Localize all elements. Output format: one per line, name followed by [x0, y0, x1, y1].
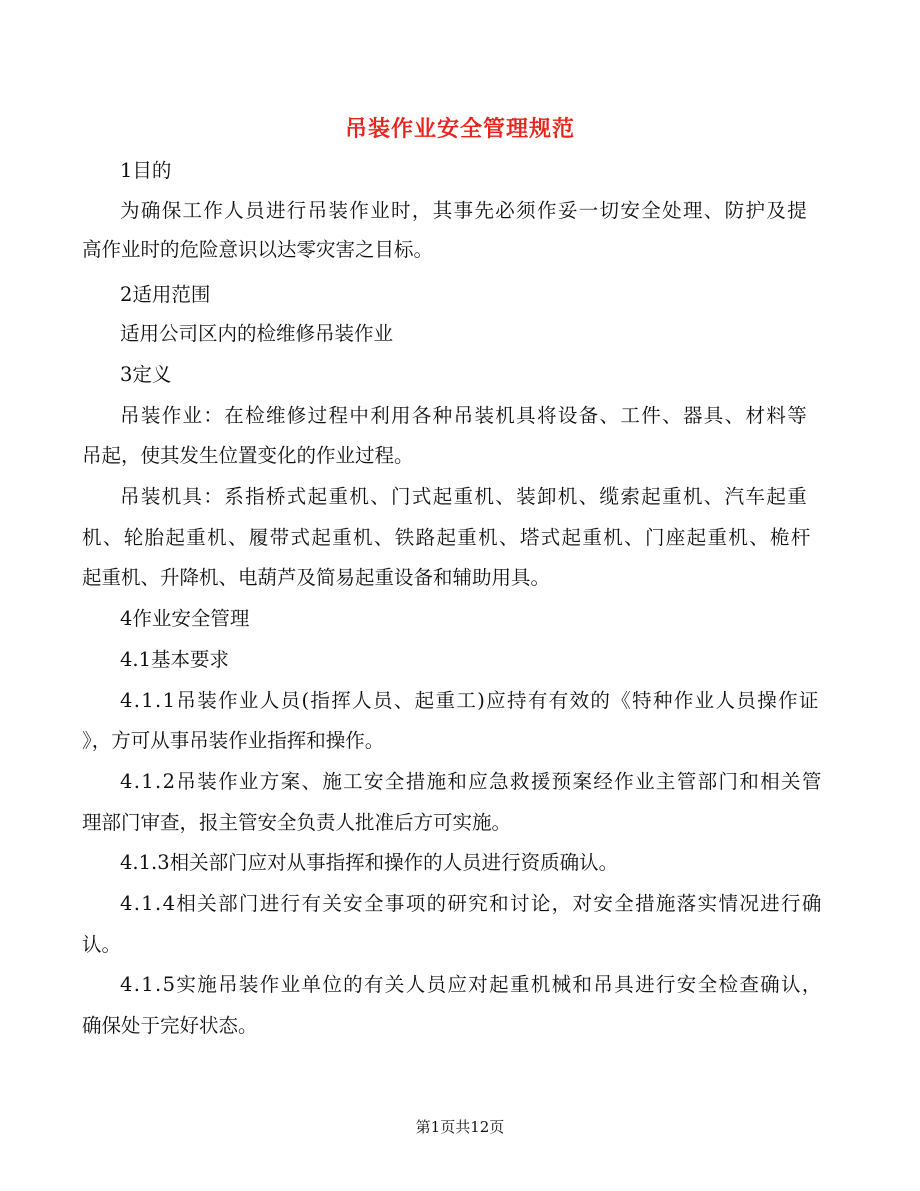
paragraph-line: 为确保工作人员进行吊装作业时，其事先必须作妥一切安全处理、防护及提 [120, 199, 809, 222]
paragraph-line: 4.1.5实施吊装作业单位的有关人员应对起重机械和吊具进行安全检查确认， [120, 973, 823, 996]
paragraph-line: 理部门审查，报主管安全负责人批准后方可实施。 [82, 811, 512, 834]
paragraph-line: 4.1.3相关部门应对从事指挥和操作的人员进行资质确认。 [120, 851, 619, 874]
page-number: 第1页共12页 [415, 1118, 505, 1136]
paragraph-line: 机、轮胎起重机、履带式起重机、铁路起重机、塔式起重机、门座起重机、桅杆 [82, 526, 812, 549]
document-title: 吊装作业安全管理规范 [344, 117, 575, 142]
paragraph-line: 吊起，使其发生位置变化的作业过程。 [82, 444, 414, 467]
paragraph-line: 吊装机具：系指桥式起重机、门式起重机、装卸机、缆索起重机、汽车起重 [120, 485, 809, 508]
paragraph-line: 确保处于完好状态。 [82, 1014, 258, 1037]
paragraph-line: 适用公司区内的检维修吊装作业 [120, 322, 394, 345]
section-heading: 2适用范围 [120, 283, 211, 306]
paragraph-line: 吊装作业：在检维修过程中利用各种吊装机具将设备、工件、器具、材料等 [120, 404, 809, 427]
paragraph-line: 高作业时的危险意识以达零灾害之目标。 [82, 238, 434, 261]
section-heading: 3定义 [120, 363, 172, 386]
paragraph-line: 起重机、升降机、电葫芦及简易起重设备和辅助用具。 [82, 566, 551, 589]
paragraph-line: 4.1.1吊装作业人员(指挥人员、起重工)应持有有效的《特种作业人员操作证 [120, 689, 820, 712]
paragraph-line: 》，方可从事吊装作业指挥和操作。 [82, 729, 385, 752]
paragraph-line: 认。 [82, 933, 122, 956]
paragraph-line: 4.1.4相关部门进行有关安全事项的研究和讨论，对安全措施落实情况进行确 [120, 892, 823, 915]
paragraph-line: 4.1.2吊装作业方案、施工安全措施和应急救援预案经作业主管部门和相关管 [120, 770, 823, 793]
section-heading: 1目的 [120, 159, 172, 182]
subsection-heading: 4.1基本要求 [120, 648, 230, 671]
section-heading: 4作业安全管理 [120, 607, 250, 630]
